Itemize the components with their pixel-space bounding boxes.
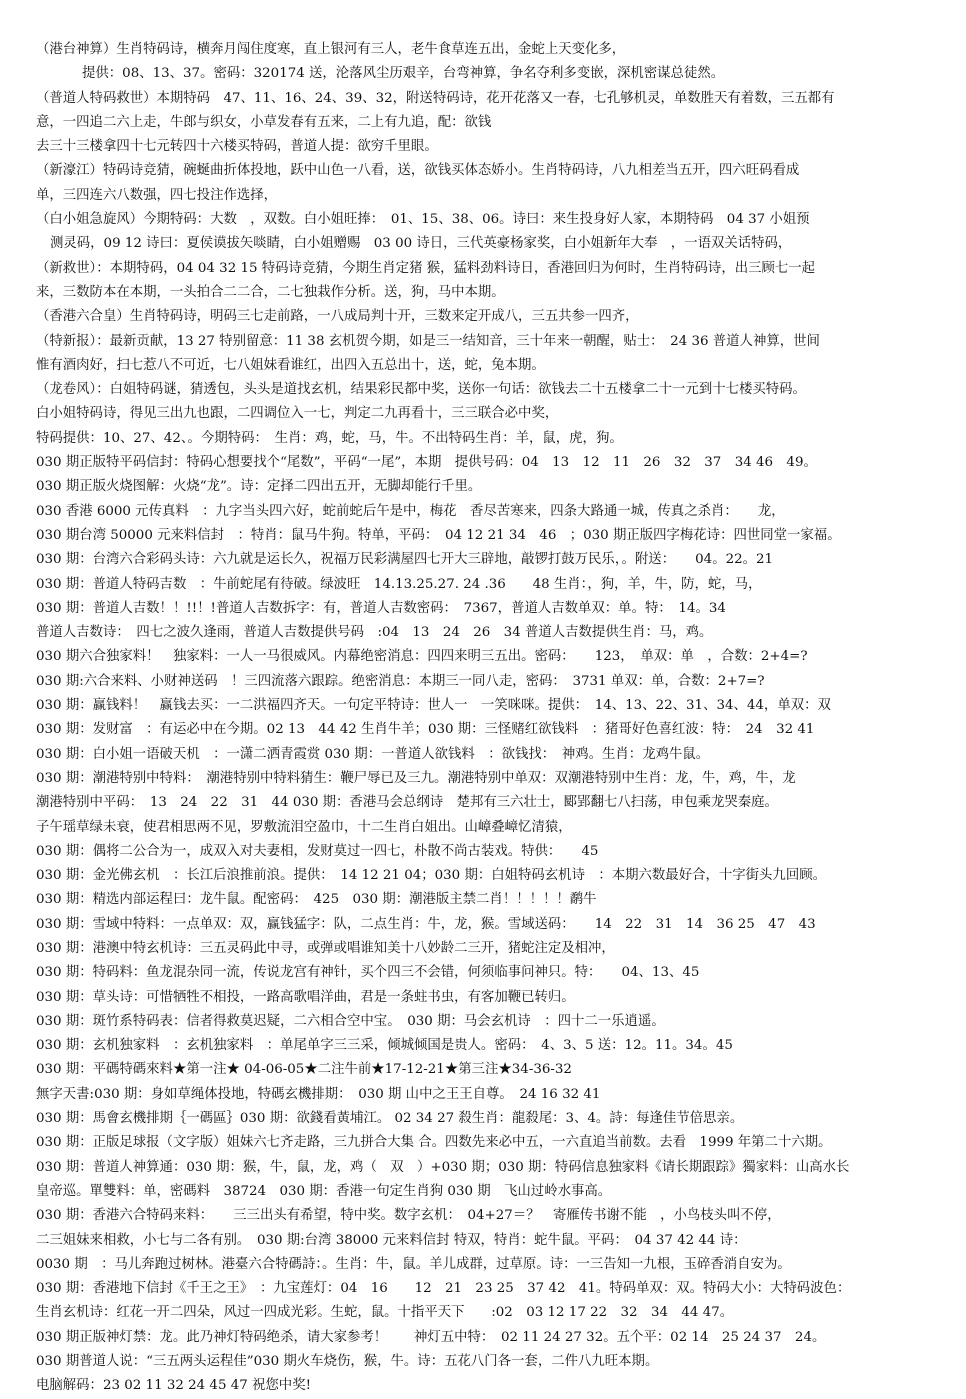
text-line: 030 期：草头诗：可惜牺牲不相投，一路高歌唱洋曲，君是一条蛀书虫，有客加鞭已转归。 — [36, 989, 575, 1005]
text-line: 测灵码，09 12 诗曰：夏侯谟拔矢啖睛，白小姐赠赐 03 00 诗日，三代英豪杨家奖，白小姐新年大奉 ，一语双关话特码， — [50, 236, 792, 252]
text-line: 030 期：偶将二公合为一，成双入对夫妻相，发财莫过一四七，朴散不尚古装戏。特供： 45 — [36, 843, 599, 859]
text-line: 030 期：香港地下信封《千王之王》 ：九宝莲灯：04 16 12 21 23 25 37 42 41。特码单双：双。特码大小：大特码波色： — [36, 1281, 851, 1297]
text-line: （香港六合皇）生肖特码诗，明码三七走前路，一八成局判十开，三数来定开成八，三五共参一四齐， — [36, 309, 639, 325]
text-line: 無字天書:030 期：身如草绳体投地，特碼玄機排期： 030 期 山中之王王自尊。 24 16 32 41 — [36, 1086, 601, 1102]
text-line: 030 期：金光佛玄机 ：长江后浪推前浪。提供： 14 12 21 04；030 期：白姐特码玄机诗 ：本期六数最好合，十字街头九回顾。 — [36, 868, 826, 884]
text-line: 030 期：雪域中特料：一点单双：双，赢钱猛字：队，二点生肖：牛，龙，猴。雪域送码： 14 22 31 14 36 25 47 43 — [36, 916, 816, 932]
text-line: 来，三数防本在本期，一头拍合二二合，二七独栽作分析。送，狗，马中本期。 — [36, 284, 505, 300]
text-line: 电脑解码：23 02 11 32 24 45 47 祝您中奖! — [36, 1378, 311, 1394]
text-line: 030 期普道人说：“三五两头运程佳”030 期火车烧伤，猴，牛。诗：五花八门各一套，二件八九旺本期。 — [36, 1354, 659, 1370]
text-line: 030 期：港澳中特玄机诗：三五灵码此中寻，或弹或唱谁知美十八妙龄二三开，猪蛇注定及相冲， — [36, 940, 615, 956]
text-line: 意，一四追二六上走，牛郎与织女，小草发春有五来，二上有九追，配：欲钱 — [36, 114, 492, 130]
text-line: 惟有酒肉好，扫七惹八不可近，七八姐妹看谁红，出四入五总出十，送，蛇，兔本期。 — [36, 357, 545, 373]
text-line: 单，三四连六八数强，四七投注作选择， — [36, 187, 278, 203]
text-line: 生肖玄机诗：红花一开二四朵，风过一四成光彩。生蛇，鼠。十指平天下 :02 03 12 17 22 32 34 44 47。 — [36, 1305, 734, 1321]
text-line: 030 期：玄机独家料 ：玄机独家料 ：单尾单字三三采，倾城倾国是贵人。密码： 4、3、5 送：12。11。34。45 — [36, 1038, 733, 1054]
text-line: 030 期正版神灯禁：龙。此乃神灯特码绝杀，请大家参考！ 神灯五中特： 02 11 24 27 32。五个平：02 14 25 24 37 24。 — [36, 1329, 826, 1345]
text-line: 白小姐特码诗，得见三出九也跟，二四调位入一七，判定二九再看十，三三联合必中奖， — [36, 406, 559, 422]
text-line: 子午瑶草绿未衰，使君相思两不见，罗敷流泪空盈巾，十二生肖白姐出。山嶂叠嶂忆清猿， — [36, 819, 572, 835]
text-line: （龙卷风）：白姐特码谜，猜透包，头头是道找玄机，结果彩民都中奖，送你一句话：欲钱去二十五楼拿二十一元到十七楼买特码。 — [36, 382, 806, 398]
text-line: 030 期：斑竹系特码表：信者得救莫迟疑，二六相合空中宝。 030 期：马会玄机诗 ：四十二一乐逍遥。 — [36, 1013, 665, 1029]
text-line: （新救世）：本期特码，04 04 32 15 特码诗竞猜，今期生肖定猪 猴，猛料劲料诗日，香港回归为何时，生肖特码诗，出三顾七一起 — [36, 260, 816, 276]
text-line: 0030 期 ：马儿奔跑过树林。港臺六合特碼詩：。生肖：牛，鼠。羊儿成群，过草原。诗：一三告知一九根，玉碎香消自安为。 — [36, 1256, 791, 1272]
text-line: （新濠江）特码诗竞猜，碗蜒曲折体投地，跃中山色一八看，送，欲钱买体态娇小。生肖特码诗，八九相差当五开，四六旺码看成 — [36, 163, 800, 179]
text-line: 030 期正版特平码信封：特码心想要找个“尾数”，平码“一尾”，本期 提供号码：04 13 12 11 26 32 37 34 46 49。 — [36, 455, 817, 471]
text-line: 030 期：平碼特碼來料★第一注★ 04-06-05★二注牛前★17-12-21★第三注★34-36-32 — [36, 1062, 572, 1078]
text-line: （特新报）：最新贡献，13 27 特别留意：11 38 玄机贺今期，如是三一结知音，三十年来一朝醒，贴士： 24 36 普道人神算，世间 — [36, 333, 820, 349]
text-line: 030 期台湾 50000 元来料信封 ：特肖：鼠马牛狗。特单，平码： 04 12 21 34 46 ；030 期正版四字梅花诗：四世同堂一家福。 — [36, 527, 841, 543]
text-line: （普道人特码救世）本期特码 47、11、16、24、39、32，附送特码诗，花开花落又一春，七孔够机灵，单数胜天有着数，三五都有 — [36, 90, 835, 106]
text-line: 030 香港 6000 元传真料 ：九字当头四六好，蛇前蛇后午是中，梅花 香尽苦寒来，四条大路通一城，传真之杀肖： 龙， — [36, 503, 785, 519]
text-line: 030 期：正版足球报（文字版）姐妹六七齐走路，三九拼合大集 合。四数先来必中五，一六直追当前数。去看 1999 年第二十六期。 — [36, 1135, 832, 1151]
text-line: 去三十三楼拿四十七元转四十六楼买特码，普道人提：欲穷千里眼。 — [36, 139, 438, 155]
document-body — [36, 38, 928, 1399]
text-line: 皇帝巡。單雙料：单，密碼料 38724 030 期：香港一句定生肖狗 030 期 飞山过岭水事高。 — [36, 1183, 612, 1199]
text-line: （港台神算）生肖特码诗，横奔月闯住度寒，直上银河有三人，老牛食草连五出，金蛇上天变化多， — [36, 42, 626, 57]
text-line: 030 期：精选内部运程曰：龙牛鼠。配密码： 425 030 期：潮港版主禁二肖！！！！！鹬牛 — [36, 892, 597, 908]
text-line: 潮港特别中平码： 13 24 22 31 44 030 期：香港马会总纲诗 楚邦有三六壮士，郾郢翻七八扫荡，申包乘龙哭秦庭。 — [36, 795, 778, 811]
text-line: 030 期：普道人神算通：030 期：猴，牛，鼠，龙，鸡（ 双 ）+030 期；030 期：特码信息独家料《请长期跟踪》獨家料：山高水长 — [36, 1159, 850, 1175]
text-line: 030 期：普道人吉数！！!!！!普道人吉数拆字：有，普道人吉数密码： 7367，普道人吉数单双：单。特： 14。34 — [36, 600, 726, 616]
text-line: 030 期：馬會玄機排期｛一碼區｝030 期：欲錢看黃埔江。 02 34 27 殺生肖：龍殺尾：3、4。詩：每逢佳节倍思亲。 — [36, 1111, 744, 1127]
text-line: 030 期：白小姐一语破天机 ：一潇二洒青霞赏 030 期：一普道人欲钱料 ：欲钱找： 神鸡。生肖：龙鸡牛鼠。 — [36, 746, 710, 762]
text-line: 030 期：普道人特码吉数 ：牛前蛇尾有待破。绿波旺 14.13.25.27. 24 .36 48 生肖：，狗，羊，牛，防，蛇，马， — [36, 576, 762, 592]
text-line: 普道人吉数诗： 四七之波久逢雨，普道人吉数提供号码 :04 13 24 26 34 普道人吉数提供生肖：马，鸡。 — [36, 625, 713, 641]
text-line: （白小姐急旋风）今期特码：大数 ，双数。白小姐旺捧： 01、15、38、06。诗曰：来生投身好人家，本期特码 04 37 小姐预 — [36, 212, 810, 228]
text-line: 030 期六合独家料！ 独家料：一人一马很威风。内幕绝密消息：四四来明三五出。密码： 123， 单双：单 ，合数：2+4=? — [36, 649, 808, 665]
text-line: 二三姐妹来相救，小七与二各有别。 030 期:台湾 38000 元来料信封 特双，特肖：蛇牛鼠。平码： 04 37 42 44 诗： — [36, 1232, 747, 1248]
text-line: 提供：08、13、37。密码：320174 送，沦落风尘历艰辛，台弯神算，争名夺利多变嵌，深机密谋总徒然。 — [82, 66, 725, 82]
text-line: 030 期：发财富 ：有运必中在今期。02 13 44 42 生肖牛羊；030 期：三怪赌红欲钱料 ：猪哥好色喜红波：特： 24 32 41 — [36, 722, 815, 738]
text-line: 030 期：特码料：鱼龙混杂同一流，传说龙宫有神针，买个四三不会错，何须临事问神只。特： 04、13、45 — [36, 965, 700, 981]
text-line: 030 期：赢钱料！ 赢钱去买：一二洪福四齐天。一句定平特诗：世人一 一笑咪咪。提供： 14、13、22、31、34、44，单双：双 — [36, 698, 831, 714]
text-line: 特码提供：10、27、42、。今期特码： 生肖：鸡，蛇，马，牛。不出特码生肖：羊，鼠，虎，狗。 — [36, 430, 623, 446]
text-line: 030 期正版火烧图解：火烧“龙”。诗：定择二四出五开，无脚却能行千里。 — [36, 479, 482, 495]
text-line: 030 期:六合来料、小财神送码 ！三四流落六跟踪。绝密消息：本期三一同八走，密码： 3731 单双：单，合数：2+7=? — [36, 673, 765, 689]
text-line: 030 期：香港六合特码来料： 三三出头有希望，特中奖。数字玄机： 04+27＝？ 寄雁传书谢不能 ，小鸟枝头叫不停， — [36, 1208, 781, 1224]
text-line: 030 期：台湾六合彩码头诗：六九就是运长久，祝福万民彩满屋四七开大三辟地，敲锣打鼓万民乐，。附送： 04。22。21 — [36, 552, 774, 568]
text-line: 030 期：潮港特别中特料： 潮港特别中特料猜生：鞭尸辱已及三九。潮港特别中单双：双潮港特别中生肖：龙，牛，鸡，牛，龙 — [36, 770, 796, 786]
